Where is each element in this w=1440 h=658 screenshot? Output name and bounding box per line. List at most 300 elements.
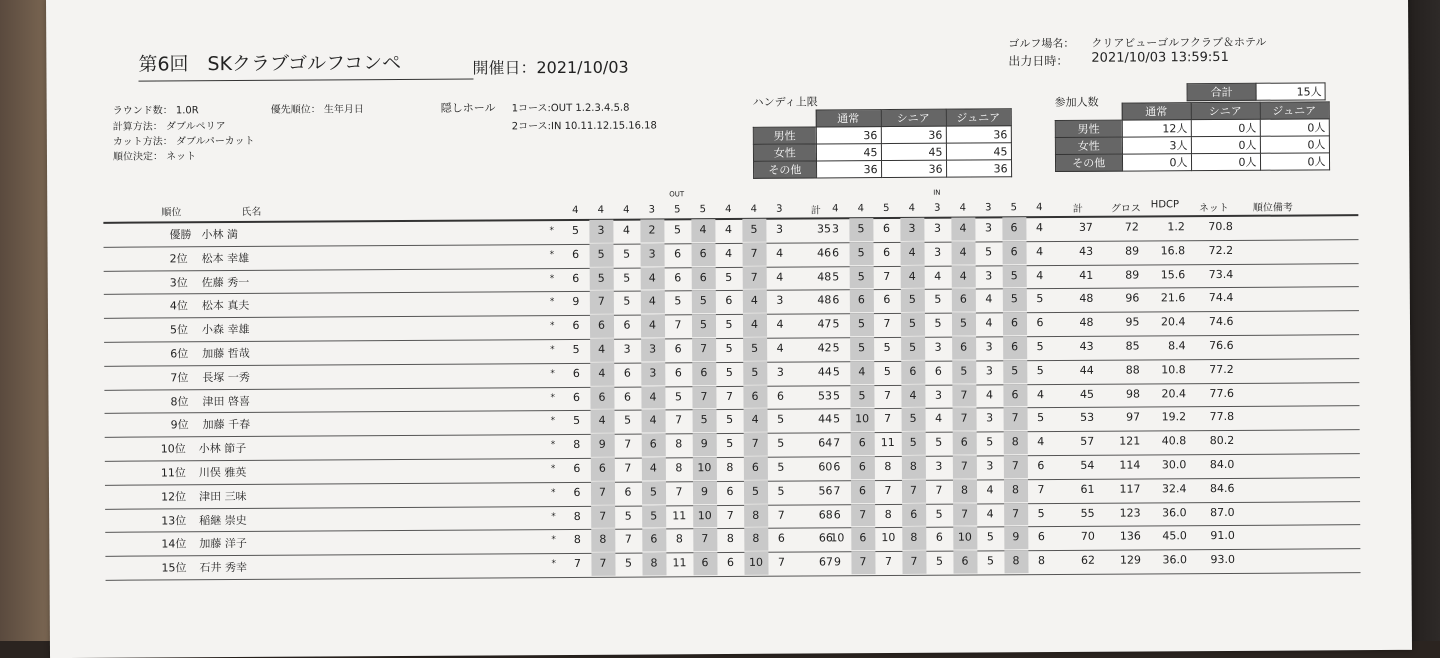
out-total: 46 [817, 246, 832, 260]
part-cell: 3人 [1122, 137, 1191, 154]
in-score: 8 [1011, 435, 1019, 449]
in-score: 3 [935, 459, 943, 473]
hdcp-value: 15.6 [1160, 267, 1186, 281]
in-score: 5 [1036, 340, 1044, 354]
player-name: 佐藤 秀一 [201, 275, 250, 289]
out-score: 5 [725, 318, 733, 332]
in-score: 8 [910, 531, 918, 545]
in-score: 8 [1037, 554, 1045, 568]
cut-mark: * [551, 535, 556, 546]
cut-method-setting: カット方法： ダブルパーカット [112, 135, 255, 148]
out-score: 4 [649, 390, 657, 404]
in-score: 5 [857, 317, 866, 331]
rank-cell: 3位 [169, 275, 188, 290]
out-score: 6 [674, 342, 682, 356]
in-score: 4 [1036, 268, 1044, 282]
hcp-col-junior: ジュニア [946, 109, 1011, 126]
hdcp-value: 40.8 [1161, 434, 1187, 448]
out-score: 3 [597, 223, 605, 237]
hcp-cell: 45 [881, 143, 946, 160]
out-par-3: 4 [623, 204, 630, 216]
net-score: 70.8 [1208, 219, 1233, 234]
in-score: 7 [859, 555, 867, 569]
rank-cell: 7位 [170, 371, 189, 385]
in-score: 7 [961, 507, 969, 521]
competition-title: 第6回 SKクラブゴルフコンペ [138, 48, 473, 82]
in-score: 5 [832, 365, 840, 379]
out-score: 6 [572, 390, 580, 404]
gross-score: 121 [1119, 434, 1141, 448]
out-score: 5 [623, 294, 631, 309]
out-score: 7 [599, 509, 607, 523]
out-score: 7 [624, 532, 632, 546]
in-score: 5 [909, 340, 917, 354]
in-score: 3 [986, 459, 994, 473]
rank-cell: 11位 [160, 466, 186, 480]
in-score: 5 [960, 364, 968, 378]
out-score: 7 [599, 556, 607, 570]
part-row-male: 男性 [1055, 120, 1122, 137]
participants-table [1055, 101, 1330, 172]
out-score: 10 [697, 508, 712, 522]
in-score: 5 [908, 317, 917, 331]
in-score: 5 [985, 245, 993, 259]
hdcp-value: 36.0 [1162, 553, 1187, 567]
rank-cell: 12位 [161, 490, 187, 504]
in-score: 4 [959, 221, 967, 235]
rank-cell: 5位 [169, 323, 189, 337]
out-score: 7 [726, 508, 734, 522]
in-score: 4 [858, 364, 866, 378]
in-score: 5 [858, 388, 866, 402]
net-score: 93.0 [1210, 553, 1235, 567]
out-score: 8 [573, 533, 581, 547]
in-score: 6 [961, 554, 969, 568]
out-total: 47 [817, 317, 832, 331]
out-score: 4 [724, 222, 732, 237]
in-score: 8 [1012, 554, 1020, 568]
out-score: 7 [624, 461, 632, 475]
out-score: 4 [598, 366, 606, 380]
in-par-7: 3 [985, 202, 992, 214]
out-par-2: 4 [597, 204, 605, 216]
gross-score: 96 [1125, 291, 1140, 305]
net-score: 77.8 [1209, 410, 1235, 424]
hcp-col-senior: シニア [881, 109, 946, 126]
in-score: 5 [935, 435, 943, 449]
out-score: 3 [648, 247, 656, 261]
in-score: 10 [957, 530, 972, 544]
in-score: 5 [909, 412, 917, 426]
in-score: 5 [1037, 411, 1045, 425]
in-score: 6 [1010, 316, 1019, 330]
out-total: 35 [816, 222, 831, 236]
in-score: 6 [882, 222, 890, 236]
in-score: 7 [960, 411, 968, 425]
in-score: 6 [858, 436, 866, 450]
out-score: 8 [675, 437, 683, 451]
in-score: 4 [1035, 221, 1043, 235]
out-score: 7 [573, 557, 582, 571]
in-score: 4 [934, 269, 942, 283]
in-score: 7 [883, 269, 891, 283]
rank-cell: 14位 [161, 537, 187, 551]
gross-score: 97 [1126, 410, 1141, 424]
out-score: 3 [623, 342, 631, 356]
net-header: ネット [1198, 202, 1229, 215]
out-score: 6 [623, 366, 631, 380]
cut-mark: * [549, 297, 555, 308]
out-score: 4 [776, 317, 784, 331]
out-score: 6 [674, 270, 682, 284]
in-score: 4 [935, 412, 943, 426]
in-score: 6 [1011, 387, 1019, 401]
in-total: 48 [1079, 315, 1094, 330]
in-score: 6 [857, 293, 865, 307]
in-score: 4 [985, 292, 993, 306]
in-score: 4 [986, 483, 994, 497]
hdcp-value: 19.2 [1161, 410, 1187, 424]
in-score: 3 [985, 268, 993, 283]
cut-mark: * [550, 464, 556, 475]
in-score: 5 [959, 316, 968, 330]
in-score: 7 [935, 483, 943, 497]
in-score: 4 [1036, 387, 1044, 401]
in-score: 5 [934, 316, 942, 330]
out-total: 68 [818, 507, 833, 522]
player-name: 松本 真夫 [201, 299, 250, 313]
out-score: 5 [674, 294, 682, 308]
cut-mark: * [550, 440, 556, 451]
hdcp-value: 20.4 [1160, 315, 1186, 329]
in-score: 6 [1037, 530, 1045, 544]
out-score: 4 [598, 342, 606, 356]
out-score: 7 [725, 389, 733, 403]
in-score: 6 [960, 435, 968, 449]
in-score: 6 [833, 460, 841, 474]
printed-label: 出力日時： [1008, 53, 1069, 69]
out-total-header: 計 [810, 205, 821, 217]
out-score: 10 [748, 555, 763, 570]
in-score: 6 [1010, 221, 1018, 235]
out-score: 9 [572, 295, 580, 309]
out-score: 5 [624, 509, 632, 523]
in-score: 6 [1036, 316, 1044, 330]
out-score: 5 [777, 436, 785, 450]
out-score: 5 [750, 222, 758, 236]
gross-score: 72 [1124, 220, 1139, 234]
out-score: 7 [700, 342, 708, 356]
gross-score: 85 [1125, 339, 1140, 353]
player-name: 加藤 洋子 [199, 537, 247, 551]
out-score: 6 [751, 389, 759, 403]
player-name: 加藤 哲哉 [202, 346, 250, 361]
out-score: 7 [750, 270, 758, 284]
out-total: 67 [818, 555, 833, 569]
out-score: 7 [624, 437, 632, 451]
out-score: 6 [674, 366, 682, 380]
in-score: 6 [1037, 459, 1045, 473]
in-score: 4 [908, 269, 916, 283]
results-sheet [46, 0, 1412, 658]
out-score: 7 [777, 555, 785, 569]
part-row-other: その他 [1055, 154, 1122, 171]
hcp-row-male: 男性 [753, 127, 816, 144]
in-score: 4 [986, 506, 994, 520]
printed-datetime: 2021/10/03 13:59:51 [1091, 49, 1229, 66]
out-score: 7 [675, 485, 683, 499]
in-total: 53 [1080, 411, 1095, 425]
out-score: 4 [648, 294, 656, 308]
out-par-9: 3 [776, 203, 783, 215]
gross-score: 95 [1125, 315, 1140, 329]
rank-cell: 10位 [160, 442, 186, 456]
gross-score: 123 [1119, 506, 1141, 520]
out-score: 5 [650, 509, 658, 523]
out-score: 5 [649, 485, 658, 499]
out-score: 5 [571, 223, 579, 237]
player-name: 石井 秀幸 [199, 561, 248, 575]
in-score: 8 [884, 507, 892, 521]
in-score: 11 [880, 436, 895, 450]
in-total: 62 [1080, 553, 1095, 568]
player-name: 津田 三味 [199, 489, 247, 504]
out-score: 5 [699, 294, 707, 308]
in-score: 5 [1010, 292, 1018, 306]
in-total: 54 [1080, 458, 1095, 472]
cut-mark: * [549, 249, 555, 260]
in-score: 6 [832, 293, 840, 307]
gross-score: 136 [1119, 529, 1141, 543]
in-score: 4 [909, 388, 917, 402]
out-score: 6 [674, 247, 682, 261]
in-total: 41 [1079, 268, 1094, 282]
out-score: 4 [750, 318, 759, 332]
out-score: 5 [624, 556, 632, 570]
in-score: 5 [908, 293, 916, 307]
in-score: 3 [908, 221, 916, 235]
in-score: 3 [934, 245, 942, 259]
in-total: 45 [1079, 387, 1094, 401]
hcp-row-female: 女性 [753, 144, 816, 161]
net-score: 84.6 [1209, 481, 1235, 495]
in-score: 5 [832, 269, 840, 283]
hcp-cell: 36 [816, 127, 881, 144]
out-score: 6 [623, 390, 631, 404]
in-score: 5 [883, 364, 891, 378]
part-cell: 0人 [1260, 136, 1329, 153]
out-score: 5 [725, 341, 733, 356]
hcp-col-normal: 通常 [816, 110, 881, 127]
out-par-7: 4 [725, 203, 732, 216]
out-score: 4 [751, 413, 759, 427]
hdcp-value: 32.4 [1161, 481, 1187, 496]
out-score: 6 [573, 461, 581, 475]
in-score: 5 [935, 507, 943, 521]
in-score: 3 [934, 340, 942, 354]
out-score: 8 [573, 438, 581, 452]
out-score: 7 [750, 246, 758, 260]
in-score: 7 [833, 484, 841, 498]
out-score: 5 [673, 223, 681, 237]
player-name: 小林 満 [201, 227, 238, 242]
in-score: 8 [909, 459, 917, 473]
out-score: 5 [725, 270, 733, 284]
in-total: 44 [1079, 363, 1094, 377]
out-score: 5 [700, 413, 708, 427]
in-score: 5 [1036, 363, 1044, 377]
hcp-row-other: その他 [754, 161, 817, 178]
out-score: 4 [648, 271, 656, 285]
out-score: 9 [700, 484, 709, 498]
out-par-4: 3 [648, 204, 656, 216]
in-score: 6 [909, 364, 917, 378]
hcp-cell: 36 [881, 160, 946, 177]
out-score: 6 [701, 556, 709, 570]
in-par-4: 4 [908, 202, 916, 214]
in-score: 5 [1037, 506, 1045, 520]
out-total: 53 [817, 388, 832, 403]
in-total: 43 [1079, 339, 1094, 353]
hdcp-value: 45.0 [1162, 529, 1187, 543]
out-score: 3 [776, 294, 784, 308]
net-score: 84.0 [1209, 457, 1235, 472]
out-total: 44 [817, 365, 832, 379]
in-total: 61 [1080, 482, 1095, 496]
out-score: 6 [700, 365, 708, 379]
in-score: 9 [1012, 530, 1020, 544]
out-score: 5 [725, 365, 733, 379]
out-score: 6 [572, 366, 580, 380]
hcp-cell: 45 [816, 144, 881, 161]
in-score: 3 [985, 364, 993, 378]
hcp-cell: 36 [946, 126, 1011, 143]
in-score: 4 [1036, 244, 1044, 258]
net-score: 91.0 [1210, 529, 1235, 543]
participants-total-value: 15人 [1256, 83, 1325, 100]
hdcp-value: 30.0 [1161, 458, 1187, 472]
out-score: 6 [624, 485, 632, 499]
out-score: 4 [622, 223, 630, 237]
in-par-2: 4 [857, 203, 865, 215]
in-score: 6 [858, 460, 866, 474]
out-total: 66 [818, 531, 833, 545]
out-score: 7 [701, 532, 709, 546]
out-total: 48 [817, 293, 832, 307]
in-score: 6 [832, 246, 840, 260]
in-score: 10 [881, 531, 896, 545]
out-score: 6 [699, 270, 707, 284]
hidden-holes-label: 隠しホール [440, 101, 496, 115]
out-par-8: 4 [750, 203, 758, 215]
out-score: 5 [597, 271, 605, 285]
rank-cell: 13位 [161, 513, 187, 528]
hdcp-value: 10.8 [1161, 362, 1186, 377]
results-table [103, 186, 1360, 581]
out-score: 5 [777, 413, 785, 427]
in-score: 6 [858, 483, 867, 497]
in-par-3: 5 [883, 203, 890, 215]
out-total: 60 [818, 460, 833, 474]
in-score: 5 [832, 317, 840, 331]
out-score: 4 [750, 294, 758, 308]
out-score: 6 [598, 390, 606, 404]
in-score: 6 [883, 293, 891, 307]
part-cell: 0人 [1260, 119, 1329, 136]
remarks-header: 順位備考 [1252, 202, 1293, 214]
out-score: 5 [573, 414, 581, 428]
out-score: 7 [700, 389, 708, 403]
out-score: 5 [726, 437, 734, 451]
net-score: 74.6 [1208, 315, 1234, 329]
hdcp-value: 21.6 [1160, 291, 1186, 305]
out-score: 6 [699, 246, 707, 260]
out-score: 7 [674, 318, 682, 332]
hcp-cell: 36 [881, 126, 946, 143]
calc-method-setting: 計算方法： ダブルペリア [112, 121, 226, 133]
in-score: 6 [859, 531, 867, 545]
in-score: 3 [934, 388, 942, 402]
out-score: 4 [776, 246, 784, 260]
out-total: 44 [818, 412, 833, 426]
cut-mark: * [550, 392, 555, 403]
in-score: 10 [855, 412, 870, 426]
hcp-cell: 36 [816, 161, 881, 178]
out-total: 42 [817, 341, 832, 355]
out-score: 5 [674, 389, 682, 403]
out-score: 6 [751, 460, 759, 474]
net-score: 72.2 [1208, 243, 1234, 257]
in-score: 5 [986, 530, 994, 544]
out-score: 5 [623, 247, 631, 261]
out-score: 3 [649, 342, 657, 356]
hdcp-value: 8.4 [1168, 339, 1186, 353]
in-par-6: 4 [959, 202, 967, 214]
player-name: 稲継 崇史 [199, 513, 247, 527]
out-score: 6 [573, 485, 581, 499]
player-name: 松本 幸雄 [201, 251, 250, 266]
in-score: 5 [1036, 292, 1044, 306]
out-score: 4 [776, 341, 784, 355]
player-name: 川俣 雅英 [198, 465, 247, 480]
hcp-cell: 45 [946, 143, 1011, 160]
in-score: 6 [883, 245, 891, 259]
cut-mark: * [551, 511, 556, 522]
in-score: 8 [1011, 482, 1020, 497]
out-score: 8 [752, 508, 760, 522]
cut-mark: * [551, 559, 556, 570]
in-score: 4 [908, 245, 916, 259]
out-score: 6 [597, 318, 606, 332]
out-score: 6 [572, 319, 580, 333]
out-score: 7 [751, 436, 759, 451]
in-score: 4 [1037, 435, 1045, 449]
out-score: 8 [675, 461, 683, 475]
in-score: 6 [960, 340, 968, 354]
hcp-cell: 36 [946, 160, 1011, 177]
out-score: 10 [697, 461, 712, 475]
part-row-female: 女性 [1055, 137, 1122, 154]
net-score: 77.2 [1209, 362, 1234, 376]
in-score: 7 [960, 388, 968, 402]
out-score: 6 [572, 271, 580, 285]
name-header: 氏名 [241, 206, 262, 218]
cut-mark: * [550, 416, 556, 427]
in-total: 57 [1080, 434, 1095, 449]
in-score: 4 [959, 245, 967, 259]
net-score: 87.0 [1210, 505, 1235, 519]
out-score: 5 [777, 460, 785, 474]
